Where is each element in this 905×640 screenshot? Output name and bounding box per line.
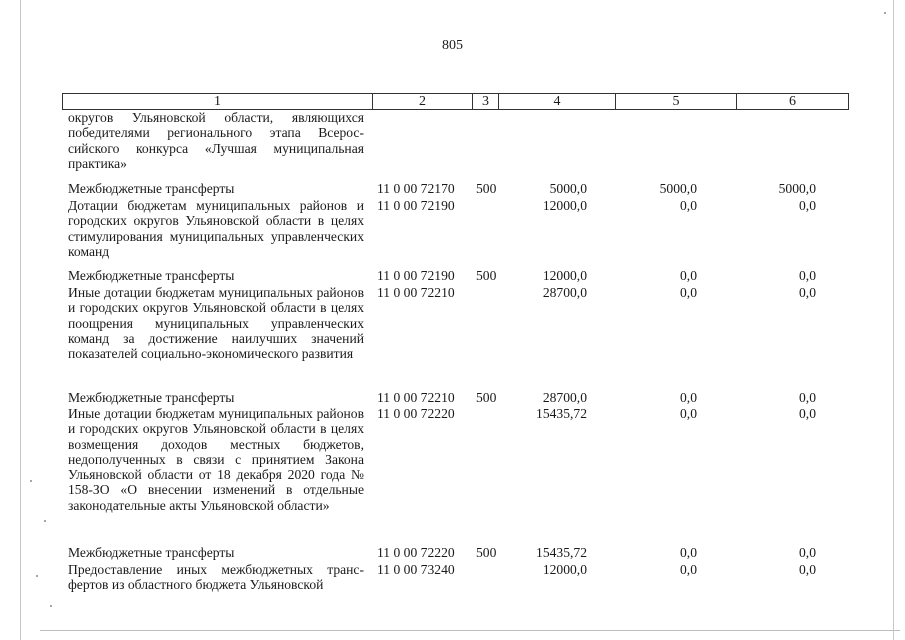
row-amount-col4: 28700,0: [542, 390, 587, 405]
row-amount-col4: 12000,0: [542, 268, 587, 283]
row-expense-type: 500: [476, 181, 497, 196]
row-amount-col6: 0,0: [799, 285, 816, 300]
row-amount-col5: 0,0: [680, 268, 697, 283]
row-amount-col4: 5000,0: [549, 181, 587, 196]
row-amount-col6: 0,0: [799, 268, 816, 283]
row-amount-col6: 0,0: [799, 562, 816, 577]
row-description: Межбюджетные трансферты: [68, 181, 235, 196]
row-amount-col6: 5000,0: [778, 181, 816, 196]
table-header-row: [62, 93, 849, 110]
row-expense-type: 500: [476, 268, 497, 283]
row-amount-col4: 15435,72: [536, 406, 587, 421]
scan-speck: [44, 520, 46, 522]
row-amount-col5: 0,0: [680, 406, 697, 421]
row-description: Межбюджетные трансферты: [68, 390, 235, 405]
row-amount-col5: 0,0: [680, 285, 697, 300]
scan-edge-right: [893, 0, 894, 640]
row-description: округов Ульяновской области, являющихся победителями регионального этапа Всероссийского конкурса «Лучшая муниципальная практика»: [68, 110, 364, 171]
header-col-4: 4: [498, 94, 615, 109]
row-target-code: 11 0 00 72190: [377, 198, 455, 213]
row-amount-col5: 5000,0: [659, 181, 697, 196]
header-col-1: 1: [214, 94, 221, 109]
row-amount-col6: 0,0: [799, 198, 816, 213]
row-amount-col6: 0,0: [799, 545, 816, 560]
row-description: Межбюджетные трансферты: [68, 545, 235, 560]
row-amount-col4: 12000,0: [542, 562, 587, 577]
row-target-code: 11 0 00 72220: [377, 406, 455, 421]
row-amount-col5: 0,0: [680, 562, 697, 577]
scan-bottom-line: [40, 630, 900, 631]
row-amount-col5: 0,0: [680, 390, 697, 405]
row-description: Иные дотации бюджетам муниципальных районов и городских округов Ульяновской области в целях возмещения доходов местных бюджетов, недополученных в связи с принятием Закона Ульяновской области от 18 декабря 2020 года № 158-ЗО «О внесении изменений в отдельные законодательные акты Ульяновской области»: [68, 406, 364, 513]
row-amount-col6: 0,0: [799, 406, 816, 421]
row-amount-col5: 0,0: [680, 545, 697, 560]
scan-speck: [50, 605, 52, 607]
scan-speck: [30, 480, 32, 482]
scan-speck: [36, 575, 38, 577]
row-target-code: 11 0 00 72210: [377, 390, 455, 405]
header-col-2: 2: [372, 94, 472, 109]
row-expense-type: 500: [476, 545, 497, 560]
row-target-code: 11 0 00 72210: [377, 285, 455, 300]
header-col-3: 3: [472, 94, 498, 109]
row-amount-col4: 12000,0: [542, 198, 587, 213]
row-description: Дотации бюджетам муниципальных районов и городских округов Ульяновской области в целях стимулирования муниципальных управленческих команд: [68, 198, 364, 259]
scan-edge-left: [20, 0, 21, 640]
row-amount-col5: 0,0: [680, 198, 697, 213]
page-number: 805: [442, 38, 463, 53]
row-target-code: 11 0 00 72220: [377, 545, 455, 560]
row-amount-col4: 28700,0: [542, 285, 587, 300]
scan-speck: [884, 12, 886, 14]
row-target-code: 11 0 00 73240: [377, 562, 455, 577]
row-description: Межбюджетные трансферты: [68, 268, 235, 283]
row-description: Предоставление иных межбюджетных трансфертов из областного бюджета Ульяновской: [68, 562, 364, 593]
row-amount-col4: 15435,72: [536, 545, 587, 560]
header-col-5: 5: [615, 94, 736, 109]
row-target-code: 11 0 00 72170: [377, 181, 455, 196]
row-target-code: 11 0 00 72190: [377, 268, 455, 283]
header-col-6: 6: [736, 94, 848, 109]
row-expense-type: 500: [476, 390, 497, 405]
row-amount-col6: 0,0: [799, 390, 816, 405]
row-description: Иные дотации бюджетам муниципальных районов и городских округов Ульяновской области в целях поощрения муниципальных управленческих команд за достижение наилучших значений показателей социально-экономического развития: [68, 285, 364, 362]
